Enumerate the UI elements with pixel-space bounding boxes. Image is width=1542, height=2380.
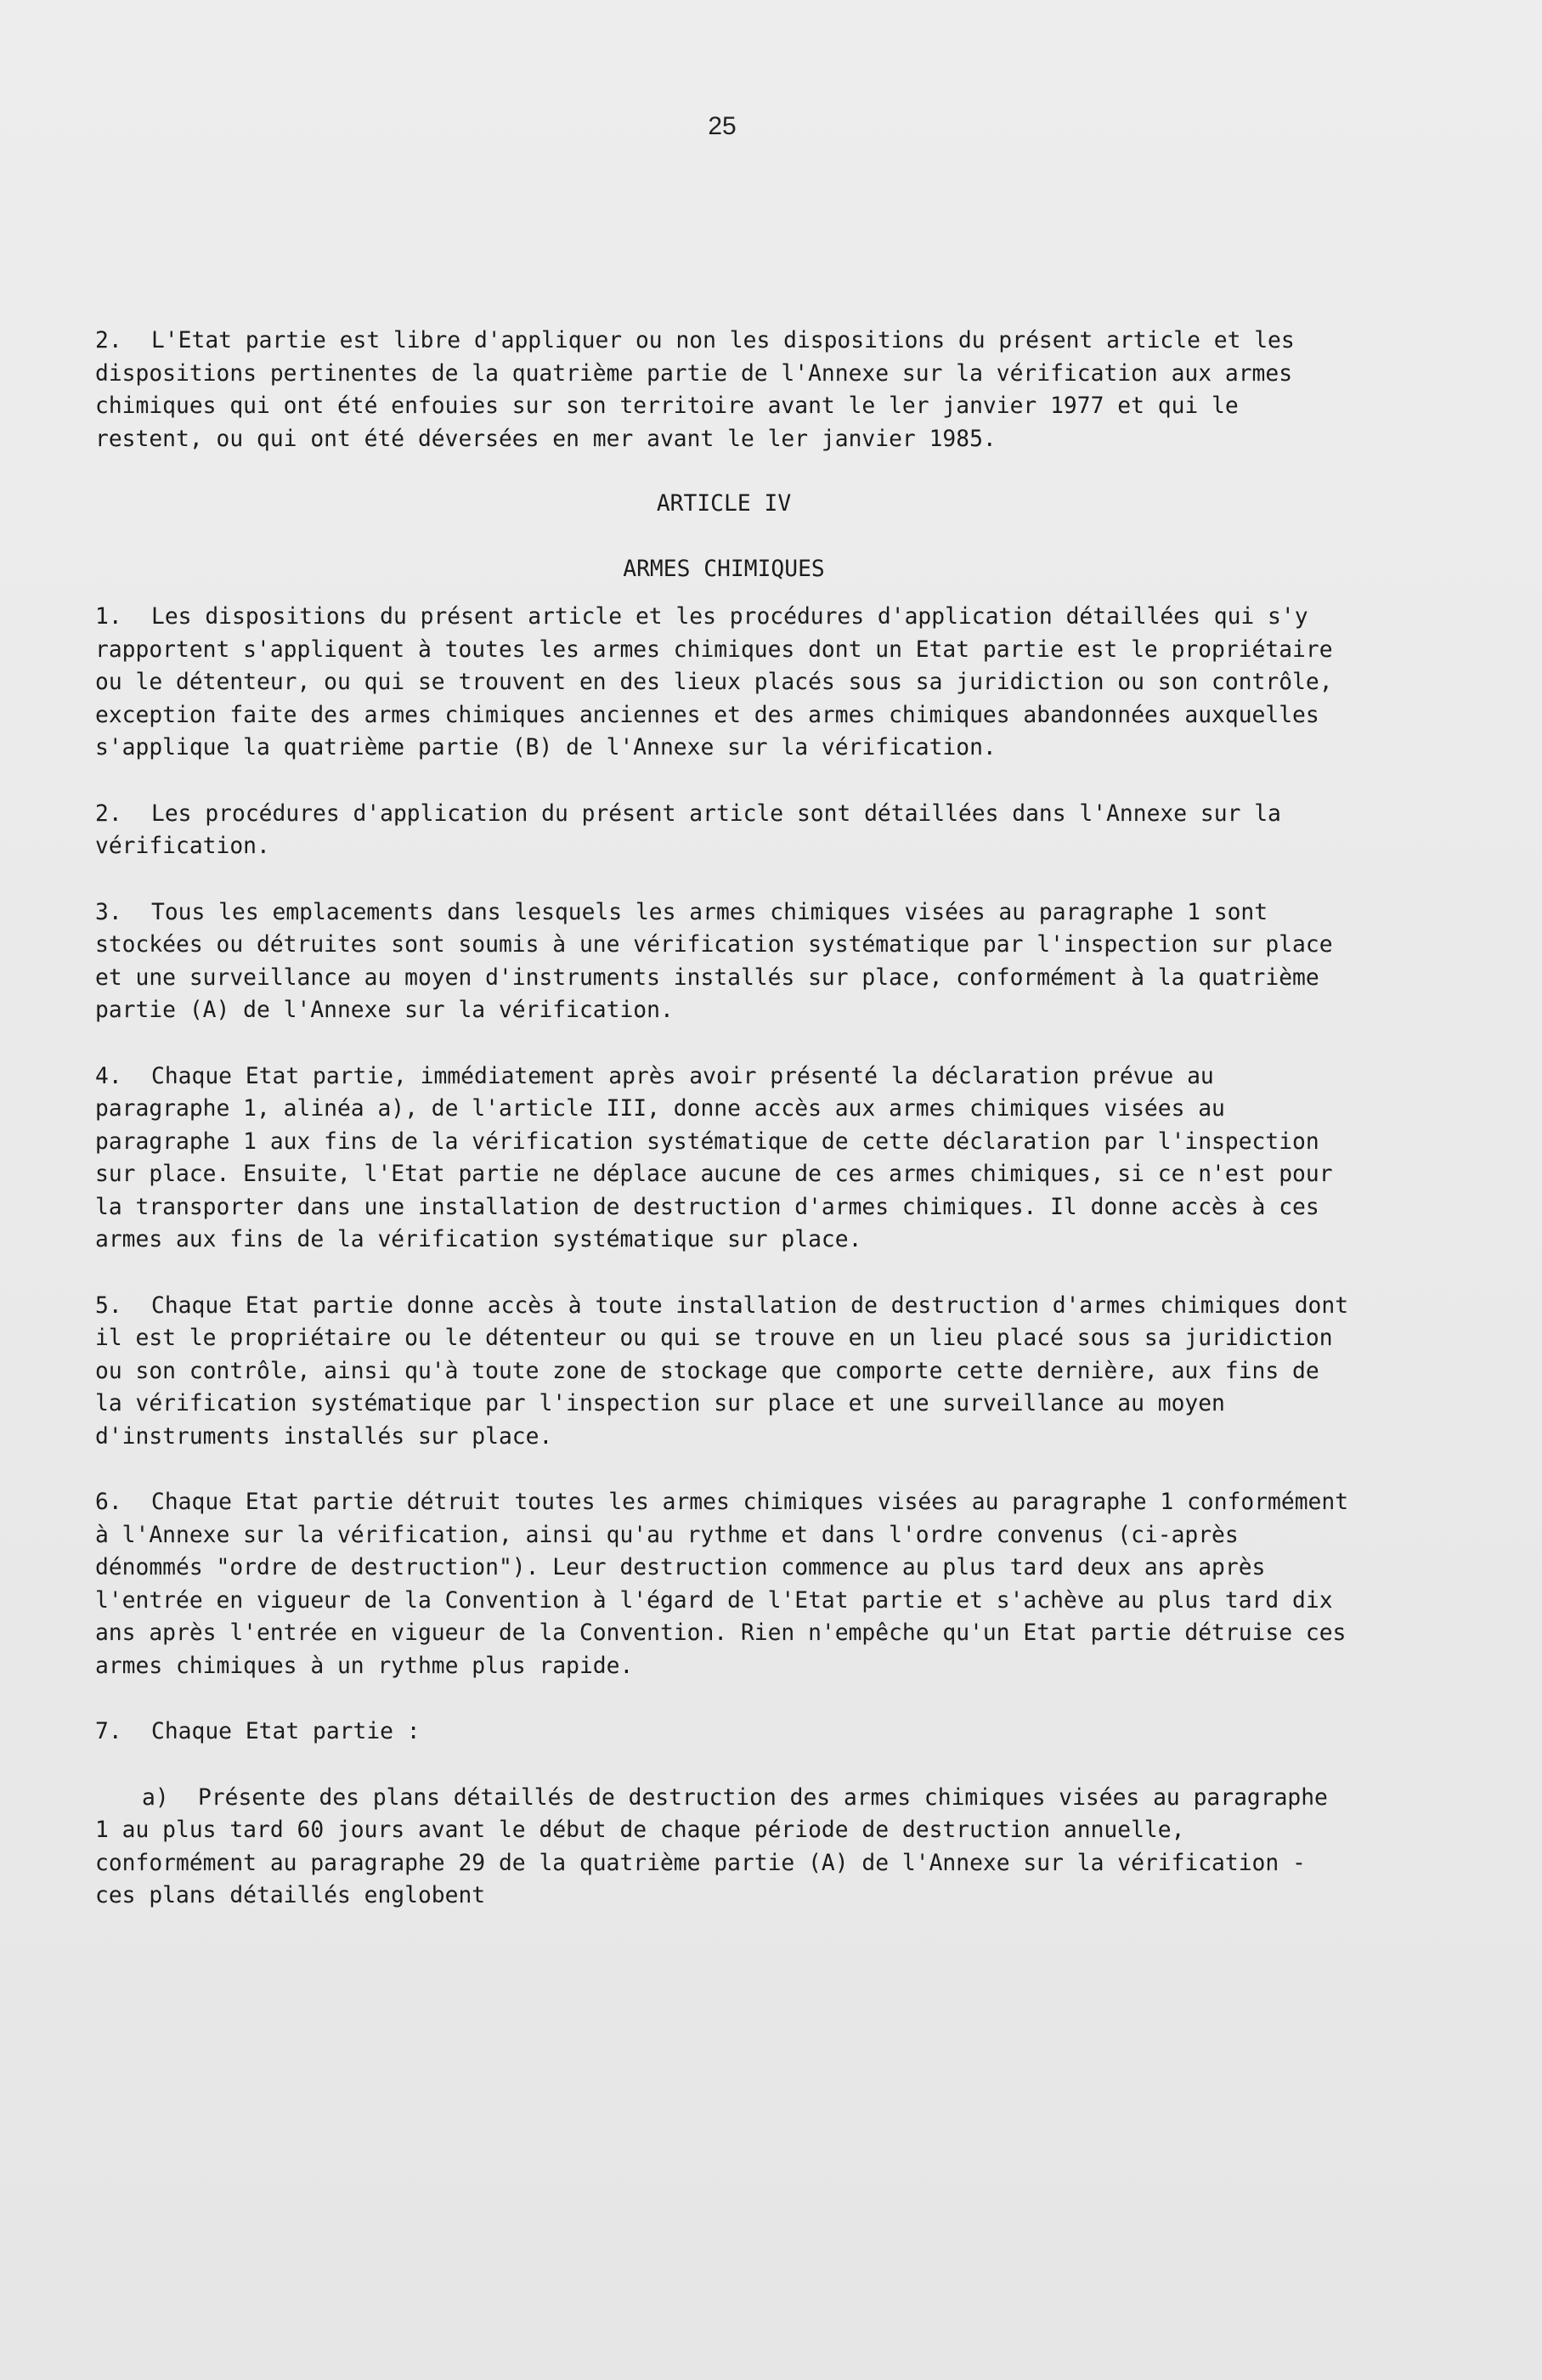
subparagraph-letter: a) <box>142 1784 169 1811</box>
paragraph-text: Chaque Etat partie détruit toutes les armes chimiques visées au paragraphe 1 conformément à l'Annexe sur la vérification, ainsi qu'au rythme et dans l'ordre convenus (ci-après dénommés "ordre de destruction"). Leur destruction commence au plus tard deux ans après l'entrée en vigueur de la Convention à l'égard de l'Etat partie et s'achève au plus tard dix ans après l'entrée en vigueur de la Convention. Rien n'empêche qu'un Etat partie détruise ces armes chimiques à un rythme plus rapide. <box>95 1490 1349 1679</box>
subparagraph-text: Présente des plans détaillés de destruction des armes chimiques visées au paragraphe 1 au plus tard 60 jours avant le début de chaque période de destruction annuelle, conformément au paragraphe 29 de la quatrième partie (A) de l'Annexe sur la vérification - ces plans détaillés englobent <box>95 1784 1328 1908</box>
paragraph-text: Les procédures d'application du présent article sont détaillées dans l'Annexe sur la vérification. <box>95 800 1281 859</box>
paragraph <box>95 1290 1353 1454</box>
paragraph-text: Chaque Etat partie donne accès à toute installation de destruction d'armes chimiques dont il est le propriétaire ou le détenteur ou qui se trouve en un lieu placé sous sa juridiction ou son contrôle, ainsi qu'à toute zone de stockage que comporte cette dernière, aux fins de la vérification systématique par l'inspection sur place et une surveillance au moyen d'instruments installés sur place. <box>95 1292 1349 1450</box>
article-title: ARTICLE IV <box>656 491 792 517</box>
paragraph-text: L'Etat partie est libre d'appliquer ou non les dispositions du présent article et les dispositions pertinentes de la quatrième partie de l'Annexe sur la vérification aux armes chimiques qui ont été enfouies sur son territoire avant le ler janvier 1977 et qui le restent, ou qui ont été déversées en mer avant le ler janvier 1985. <box>95 328 1295 452</box>
paragraph <box>95 325 1353 455</box>
paragraph-text: Chaque Etat partie, immédiatement après avoir présenté la déclaration prévue au paragraphe 1, alinéa a), de l'article III, donne accès aux armes chimiques visées au paragraphe 1 aux fins de la vérification systématique de cette déclaration par l'inspection sur place. Ensuite, l'Etat partie ne déplace aucune de ces armes chimiques, si ce n'est pour la transporter dans une installation de destruction d'armes chimiques. Il donne accès à ces armes aux fins de la vérification systématique sur place. <box>95 1063 1333 1252</box>
paragraph <box>95 1486 1353 1682</box>
paragraph <box>95 1716 1353 1749</box>
paragraph-number: 2. <box>95 328 122 353</box>
paragraph <box>95 896 1353 1027</box>
paragraph <box>95 1060 1353 1257</box>
paragraph-number: 6. <box>95 1490 122 1515</box>
paragraph-text: Tous les emplacements dans lesquels les armes chimiques visées au paragraphe 1 sont stockées ou détruites sont soumis à une vérification systématique par l'inspection sur place et une surveillance au moyen d'instruments installés sur place, conformément à la quatrième partie (A) de l'Annexe sur la vérification. <box>95 899 1333 1023</box>
paragraph-number: 7. <box>95 1719 122 1744</box>
page-number: 25 <box>708 112 737 140</box>
paragraph-text: Chaque Etat partie : <box>151 1719 421 1744</box>
paragraph-number: 1. <box>95 604 122 630</box>
document-body <box>95 325 1353 1913</box>
paragraph-number: 5. <box>95 1292 122 1319</box>
paragraph-text: Les dispositions du présent article et les procédures d'application détaillées qui s'y rapportent s'appliquent à toutes les armes chimiques dont un Etat partie est le propriétaire ou le détenteur, ou qui se trouvent en des lieux placés sous sa juridiction ou son contrôle, exception faite des armes chimiques anciennes et des armes chimiques abandonnées auxquelles s'applique la quatrième partie (B) de l'Annexe sur la vérification. <box>95 604 1333 760</box>
article-subtitle: ARMES CHIMIQUES <box>623 556 825 582</box>
paragraph <box>95 601 1353 765</box>
paragraph-number: 4. <box>95 1063 122 1089</box>
paragraph-number: 3. <box>95 899 122 925</box>
paragraph <box>95 798 1353 863</box>
subparagraph <box>95 1782 1353 1913</box>
paragraph-number: 2. <box>95 800 122 827</box>
